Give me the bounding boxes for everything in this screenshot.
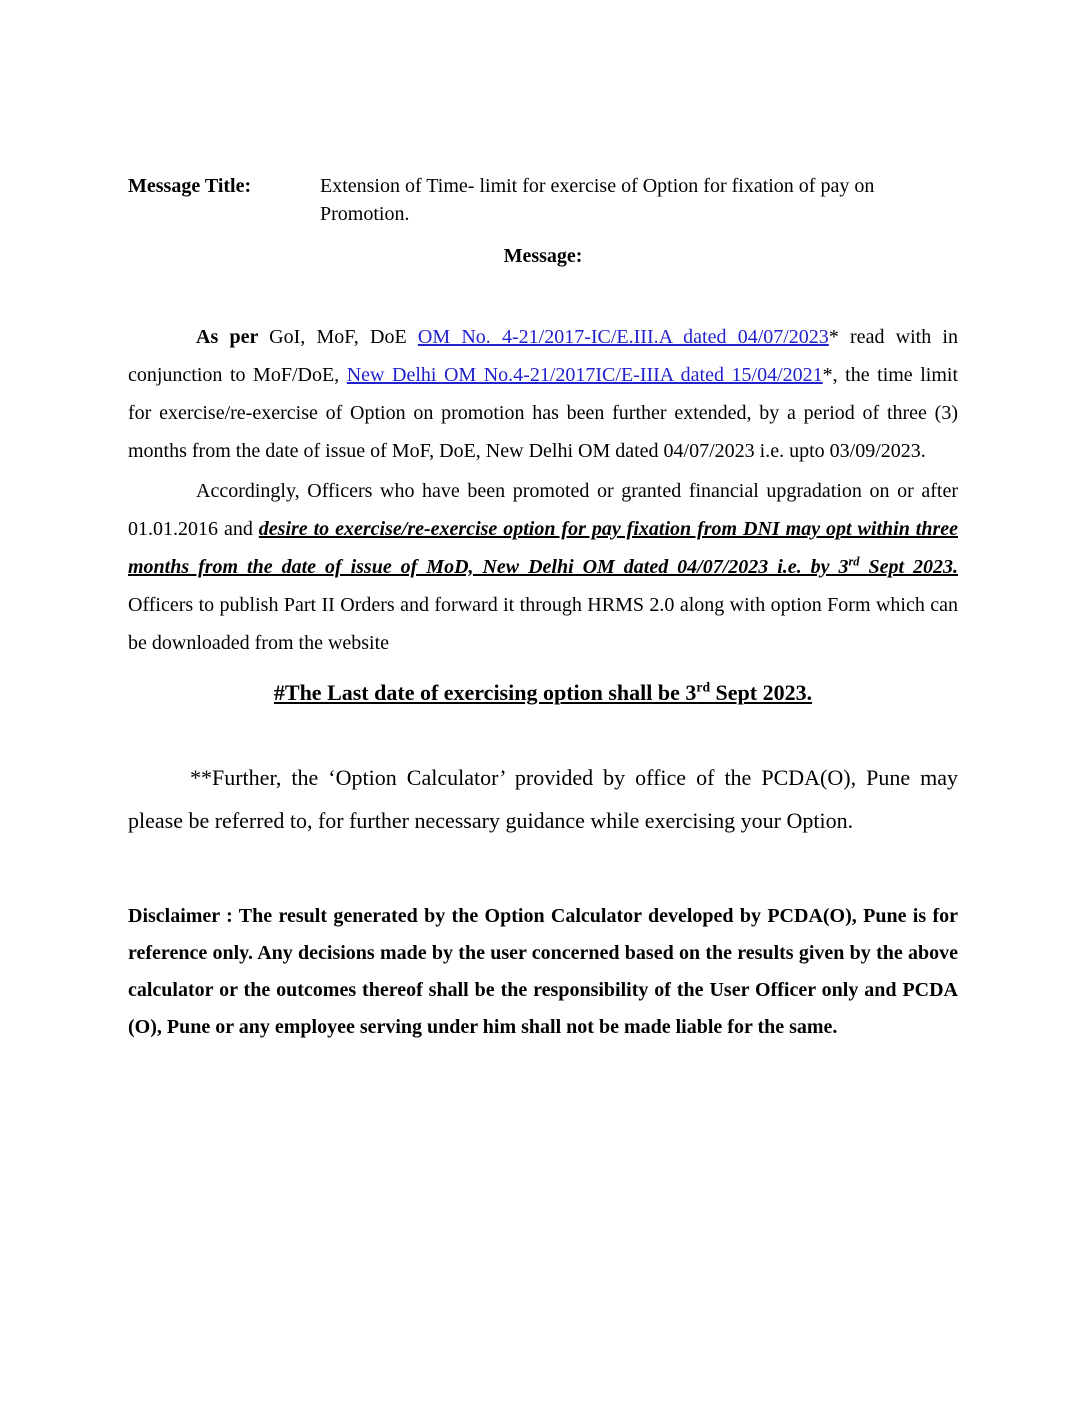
paragraph-accordingly [128, 472, 958, 662]
para2-text-2: Officers to publish Part II Orders and forward it through HRMS 2.0 along with option Form which can be downloaded from the website [128, 594, 958, 654]
paragraph-extension [128, 318, 958, 470]
message-title-row [128, 172, 958, 228]
para1-text-2: * read with in conjunction to MoF/DoE, [128, 326, 958, 386]
as-per-lead: As per [196, 326, 270, 348]
para2-text-1: Accordingly, Officers who have been promoted or granted financial upgradation on or after 01.01.2016 and [128, 480, 958, 540]
message-title-value: Extension of Time- limit for exercise of Option for fixation of pay on Promotion. [320, 175, 875, 225]
para2-emphasis-text-1: desire to exercise/re-exercise option for pay fixation from DNI may opt within three months from the date of issue of MoD, New Delhi OM dated 04/07/2023 i.e. by 3 [128, 518, 958, 578]
om-2021-link[interactable]: New Delhi OM No.4-21/2017IC/E-IIIA dated 15/04/2021 [346, 364, 823, 386]
deadline-heading-superscript: rd [696, 679, 711, 695]
message-heading: Message: [503, 245, 583, 267]
om-2023-link[interactable]: OM No. 4-21/2017-IC/E.III.A dated 04/07/2023 [417, 326, 829, 348]
deadline-heading-text-2: Sept 2023. [710, 680, 813, 705]
message-title-label: Message Title: [128, 175, 252, 197]
deadline-heading-underline [274, 680, 812, 705]
disclaimer-paragraph: Disclaimer : The result generated by the Option Calculator developed by PCDA(O), Pune is for reference only. Any decisions made by the user concerned based on the results given by the above calculator or the outcomes thereof shall be the responsibility of the User Officer only and PCDA (O), Pune or any employee serving under him shall not be made liable for the same. [128, 905, 958, 1038]
paragraph-option-calculator: **Further, the ‘Option Calculator’ provided by office of the PCDA(O), Pune may please be referred to, for further necessary guidance while exercising your Option. [128, 765, 958, 833]
para1-text-1: GoI, MoF, DoE [269, 326, 418, 348]
deadline-heading-text-1: #The Last date of exercising option shall be 3 [273, 680, 697, 705]
para2-emphasis-text-2: Sept 2023. [859, 556, 958, 578]
para1-text-3: *, the time limit for exercise/re-exercise of Option on promotion has been further extended, by a period of three (3) months from the date of issue of MoF, DoE, New Delhi OM dated 04/07/2023 i.e. upto 03/09/2023. [128, 364, 959, 462]
para2-emphasis-superscript: rd [848, 554, 860, 569]
deadline-heading [128, 678, 958, 708]
